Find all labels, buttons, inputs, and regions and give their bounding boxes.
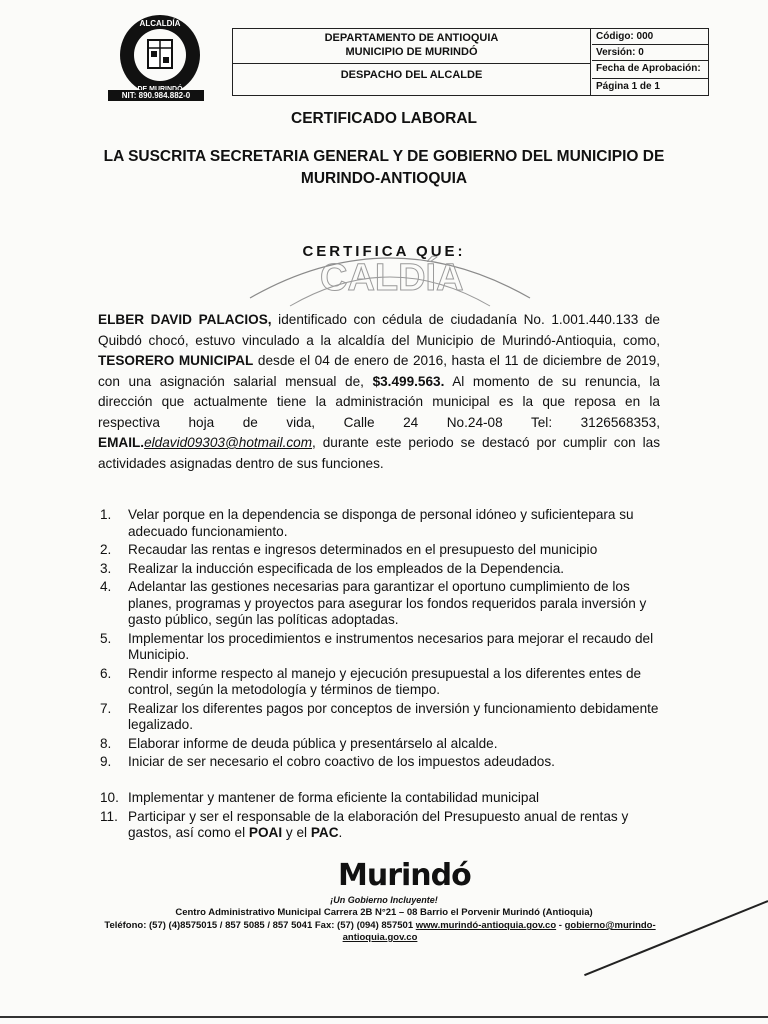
issuer-line-2: MURINDO-ANTIOQUIA — [300, 170, 468, 187]
department-name: DEPARTAMENTO DE ANTIOQUIA — [324, 32, 499, 44]
issuer-line-1: LA SUSCRITA SECRETARIA GENERAL Y DE GOBIERNO DEL MUNICIPIO DE — [103, 148, 665, 165]
list-item: 11. Participar y ser el responsable de la elaboración del Presupuesto anual de rentas y gastos, así como el POAI y el PAC. — [100, 808, 629, 840]
footer-address: Centro Administrativo Municipal Carrera 2B N°21 – 08 Barrio el Porvenir Murindó (Antioquia) — [175, 907, 593, 918]
municipal-seal-icon — [111, 12, 209, 98]
list-item: 9. Iniciar de ser necesario el cobro coactivo de los impuestos adeudados. — [100, 754, 555, 769]
email-contact-link[interactable]: gobierno@murindo- — [564, 920, 656, 931]
list-item: 3. Realizar la inducción especificada de los empleados de la Dependencia. — [100, 560, 565, 576]
page-number-field: Página 1 de 1 — [596, 81, 660, 92]
list-item: 8. Elaborar informe de deuda pública y presentárselo al alcalde. — [100, 735, 498, 751]
list-item: 4. Adelantar las gestiones necesarias para garantizar el oportuno cumplimiento de los planes, programas y proyectos para asegurar los fondos requeridos parala inversión y gasto público, según las políticas adoptadas. — [100, 579, 647, 627]
list-item: 10. Implementar y mantener de forma eficiente la contabilidad municipal — [100, 790, 540, 805]
version-field: Versión: 0 — [592, 45, 708, 61]
list-item: 6. Rendir informe respecto al manejo y ejecución presupuestal a los diferentes entes de control, según la metodología y términos de tiempo. — [100, 665, 642, 697]
functions-list-continued — [100, 790, 660, 844]
murindo-logo: Murindó — [338, 858, 471, 893]
document-header-table — [232, 28, 709, 96]
email-contact-link-cont[interactable]: antioquia.gov.co — [342, 932, 418, 943]
svg-text:CALDÍA: CALDÍA — [320, 257, 464, 299]
list-item: 5. Implementar los procedimientos e instrumentos necesarios para mejorar el recaudo del Municipio. — [100, 630, 654, 662]
certificate-body: ELBER DAVID PALACIOS, identificado con cédula de ciudadanía No. 1.001.440.133 de Quibdó chocó, estuvo vinculado a la alcaldía del Municipio de Murindó-Antioquia, como, TESORERO MUNICIPAL desde el 04 de enero de 2016, hasta el 11 de diciembre de 2019, con una asignación salarial mensual de, $3.499.563. Al momento de su renuncia, la dirección que actualmente tiene la administración municipal es la que reposa en la respectiva hoja de vida, Calle 24 No.24-08 Tel: 3126568353, EMAIL.eldavid09303@hotmail.com, durante este periodo se destacó por cumplir con las actividades asignadas dentro de sus funciones. — [98, 312, 660, 471]
functions-list — [100, 507, 660, 773]
nit-label: NIT: 890.984.882-0 — [108, 90, 204, 101]
list-item: 7. Realizar los diferentes pagos por conceptos de inversión y funcionamiento debidamente legalizado. — [100, 700, 659, 732]
scan-edge-line — [0, 1016, 768, 1018]
list-item: 2. Recaudar las rentas e ingresos determinados en el presupuesto del municipio — [100, 542, 598, 557]
email-link[interactable]: eldavid09303@hotmail.com — [144, 435, 313, 450]
official-stamp-icon — [230, 228, 550, 308]
approval-date-field: Fecha de Aprobación: — [592, 61, 708, 79]
municipality-name: MUNICIPIO DE MURINDÓ — [345, 46, 478, 58]
job-title: TESORERO MUNICIPAL — [98, 353, 254, 368]
website-link[interactable]: www.murindó-antioquia.gov.co — [415, 920, 557, 931]
footer-contact: Teléfono: (57) (4)8575015 / 857 5085 / 857 5041 Fax: (57) (094) 857501 www.murindó-antioquia.gov.co - gobierno@murindo- antioquia.gov.co — [104, 920, 656, 943]
certifies-heading: CERTIFICA QUE: — [302, 243, 466, 260]
salary-amount: $3.499.563. — [372, 373, 445, 389]
office-name: DESPACHO DEL ALCALDE — [340, 69, 483, 81]
code-field: Código: 000 — [592, 29, 708, 45]
document-title: CERTIFICADO LABORAL — [291, 110, 477, 127]
svg-text:ALCALDÍA: ALCALDÍA — [139, 19, 181, 28]
slogan: ¡Un Gobierno Incluyente! — [330, 895, 438, 905]
employee-name: ELBER DAVID PALACIOS, — [98, 312, 272, 327]
list-item: 1. Velar porque en la dependencia se disponga de personal idóneo y suficientepara su adecuado funcionamiento. — [100, 507, 634, 539]
